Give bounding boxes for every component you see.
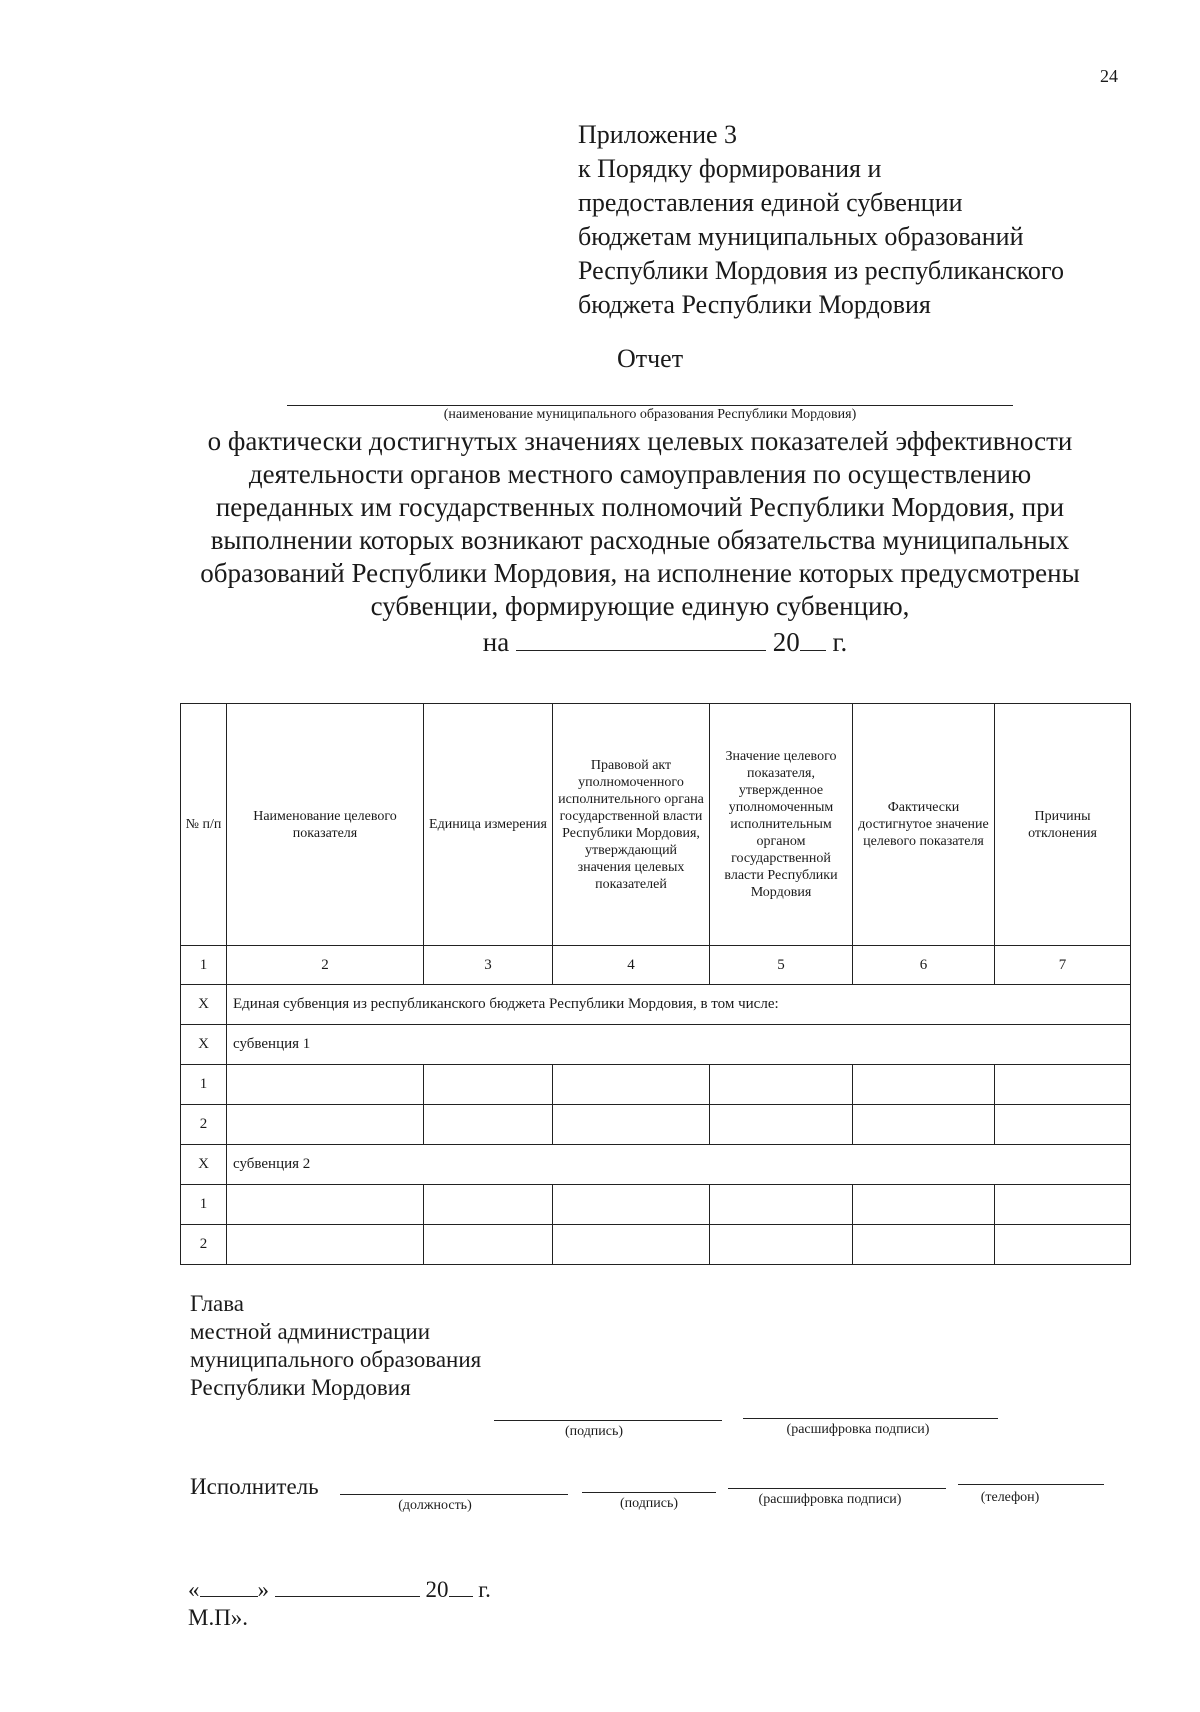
appendix-line: к Порядку формирования и (578, 154, 882, 183)
report-title-line: переданных им государственных полномочий Республики Мордовия, при (215, 492, 1065, 522)
signing-date-year: 20 (425, 1577, 449, 1602)
column-number: 6 (853, 946, 995, 985)
head-signature-caption: (подпись) (564, 1424, 624, 1439)
municipality-name-line (287, 405, 1013, 406)
executor-label: Исполнитель (190, 1474, 319, 1499)
report-heading: Отчет (616, 344, 684, 373)
date-blank-line (516, 628, 766, 651)
table-cell (995, 1105, 1131, 1145)
table-cell (853, 1185, 995, 1225)
table-row (181, 985, 1131, 1025)
signing-date-suffix: г. (478, 1577, 491, 1602)
report-title-line: образований Республики Мордовия, на исполнение которых предусмотрены (200, 558, 1080, 588)
table-row (181, 1065, 1131, 1105)
row-section-label: субвенция 2 (227, 1145, 1131, 1185)
appendix-line: предоставления единой субвенции (578, 188, 963, 217)
table-cell (424, 1065, 553, 1105)
date-close-quote: » (257, 1577, 269, 1602)
column-number: 4 (553, 946, 710, 985)
head-signature-line (494, 1420, 722, 1421)
table-row (181, 1185, 1131, 1225)
header-number: № п/п (181, 704, 227, 946)
appendix-line: Приложение 3 (578, 120, 738, 149)
report-title-line: выполнении которых возникают расходные обязательства муниципальных (210, 525, 1070, 555)
indicators-table (180, 703, 1131, 1265)
table-header-row (181, 704, 1131, 946)
head-title-line: муниципального образования (190, 1347, 482, 1372)
executor-phone-caption: (телефон) (980, 1490, 1040, 1505)
row-number: X (181, 985, 227, 1025)
table-cell (424, 1185, 553, 1225)
table-cell (553, 1225, 710, 1265)
appendix-line: Республики Мордовия из республиканского (578, 256, 1064, 285)
header-indicator-name: Наименование целевого показателя (227, 704, 424, 946)
head-title-line: Глава (190, 1291, 245, 1316)
head-title-line: местной администрации (190, 1319, 431, 1344)
header-unit: Единица измерения (424, 704, 553, 946)
report-title-line: деятельности органов местного самоуправления по осуществлению (248, 459, 1032, 489)
head-decode-caption: (расшифровка подписи) (786, 1422, 930, 1437)
column-number-row (181, 946, 1131, 985)
table-cell (553, 1105, 710, 1145)
date-prefix: на (482, 627, 510, 657)
header-legal-act: Правовой акт уполномоченного исполнительного органа государственной власти Республики Мордовия, утверждающий значения целевых показателей (553, 704, 710, 946)
table-cell (227, 1065, 424, 1105)
row-number: 2 (181, 1105, 227, 1145)
header-actual-value: Фактически достигнутое значение целевого показателя (853, 704, 995, 946)
row-number: X (181, 1025, 227, 1065)
table-cell (553, 1185, 710, 1225)
head-decode-line (743, 1418, 998, 1419)
executor-signature-line (582, 1492, 716, 1493)
date-open-quote: « (188, 1577, 200, 1602)
report-title-line: субвенции, формирующие единую субвенцию, (370, 591, 910, 621)
row-section-label: субвенция 1 (227, 1025, 1131, 1065)
table-cell (227, 1105, 424, 1145)
executor-position-caption: (должность) (398, 1498, 472, 1513)
table-cell (424, 1105, 553, 1145)
table-cell (995, 1225, 1131, 1265)
year-blank-line (800, 628, 826, 651)
column-number: 3 (424, 946, 553, 985)
head-of-administration-title (190, 1290, 481, 1402)
row-number: 2 (181, 1225, 227, 1265)
table-cell (227, 1185, 424, 1225)
signing-year-blank-line (449, 1574, 473, 1597)
executor-decode-caption: (расшифровка подписи) (758, 1492, 902, 1507)
column-number: 5 (710, 946, 853, 985)
date-year: 20 (772, 627, 800, 657)
appendix-line: бюджетам муниципальных образований (578, 222, 1024, 251)
signing-date (188, 1574, 491, 1603)
table-cell (995, 1065, 1131, 1105)
table-cell (995, 1185, 1131, 1225)
page-number: 24 (1100, 66, 1118, 86)
table-row (181, 1025, 1131, 1065)
day-blank-line (200, 1574, 258, 1597)
executor-phone-line (958, 1484, 1104, 1485)
column-number: 1 (181, 946, 227, 985)
row-number: 1 (181, 1185, 227, 1225)
head-title-line: Республики Мордовия (190, 1375, 411, 1400)
report-title (150, 425, 1130, 623)
column-number: 2 (227, 946, 424, 985)
executor-signature-caption: (подпись) (619, 1496, 679, 1511)
report-title-line: о фактически достигнутых значениях целевых показателей эффективности (207, 426, 1073, 456)
table-cell (710, 1225, 853, 1265)
appendix-line: бюджета Республики Мордовия (578, 290, 931, 319)
table-row (181, 1225, 1131, 1265)
table-row (181, 1145, 1131, 1185)
table-cell (710, 1065, 853, 1105)
executor-position-line (340, 1494, 568, 1495)
table-cell (710, 1105, 853, 1145)
stamp-place: М.П». (188, 1605, 249, 1630)
row-section-label: Единая субвенция из республиканского бюджета Республики Мордовия, в том числе: (227, 985, 1131, 1025)
table-cell (227, 1225, 424, 1265)
table-cell (553, 1065, 710, 1105)
table-cell (853, 1225, 995, 1265)
municipality-name-caption: (наименование муниципального образования Республики Мордовия) (443, 407, 857, 422)
row-number: X (181, 1145, 227, 1185)
table-cell (424, 1225, 553, 1265)
date-suffix: г. (832, 627, 848, 657)
table-cell (853, 1065, 995, 1105)
table-cell (853, 1105, 995, 1145)
month-blank-line (275, 1574, 420, 1597)
appendix-block (578, 118, 1064, 322)
column-number: 7 (995, 946, 1131, 985)
header-deviation-reasons: Причины отклонения (995, 704, 1131, 946)
executor-decode-line (728, 1488, 946, 1489)
table-row (181, 1105, 1131, 1145)
report-date (0, 627, 1200, 658)
table-cell (710, 1185, 853, 1225)
header-approved-value: Значение целевого показателя, утвержденное уполномоченным исполнительным органом государственной власти Республики Мордовия (710, 704, 853, 946)
row-number: 1 (181, 1065, 227, 1105)
